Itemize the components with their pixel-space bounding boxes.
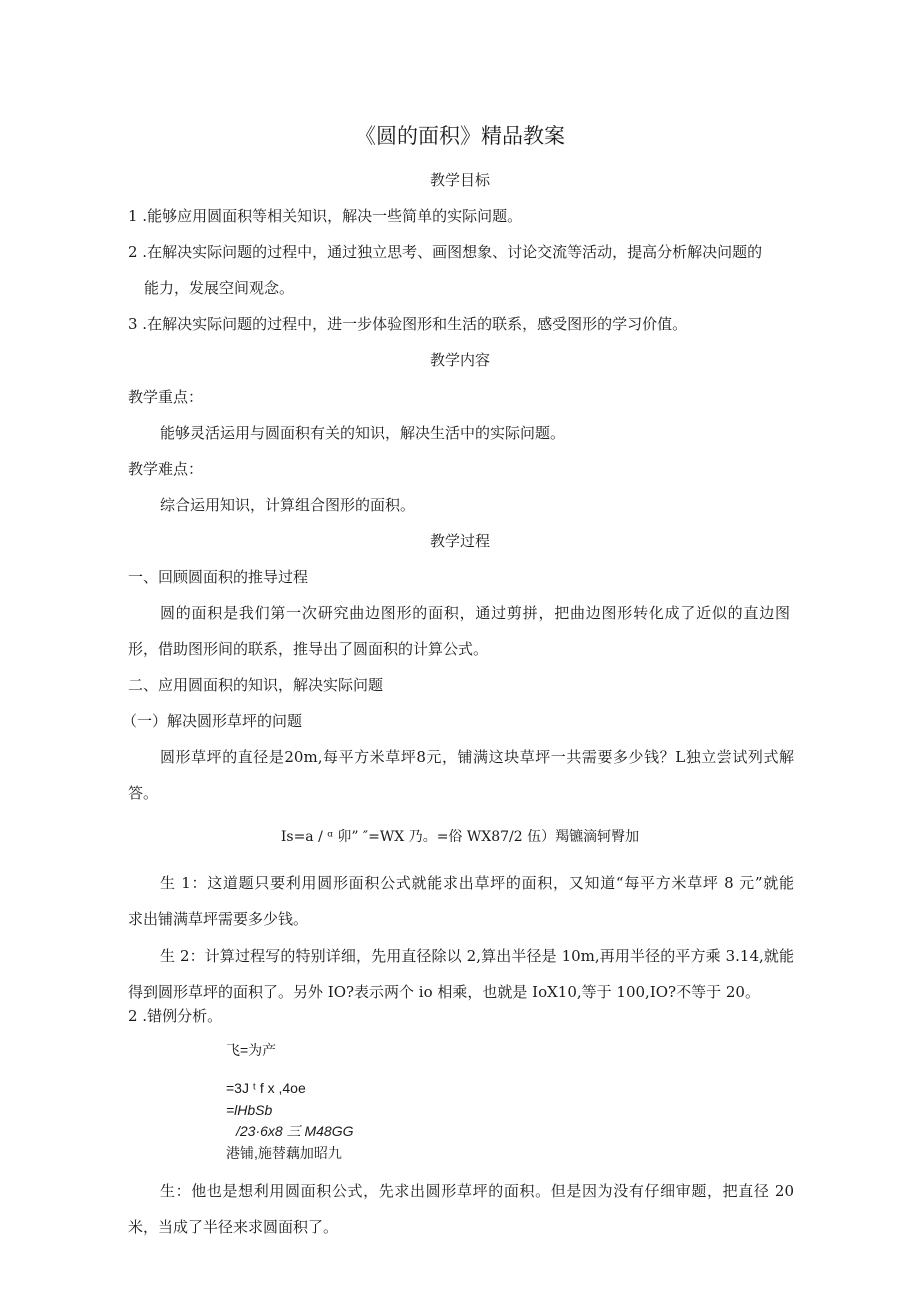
objective-2-cont: 能力，发展空间观念。	[144, 279, 295, 297]
key-point-label: 教学重点：	[128, 388, 204, 406]
difficulty-label: 教学难点：	[128, 460, 204, 478]
document-title: 《圆的面积》精品教案	[355, 124, 565, 148]
sub1-heading: （一）解决圆形草坪的问题	[122, 712, 303, 730]
student1-line-1: 生 1：这道题只要利用圆形面积公式就能求出草坪的面积，又知道“每平方米草坪 8 元”就能	[160, 874, 794, 892]
student3-line-2: 米，当成了半径来求圆面积了。	[128, 1218, 339, 1236]
key-point-text: 能够灵活运用与圆面积有关的知识，解决生活中的实际问题。	[160, 424, 566, 442]
process-heading: 教学过程	[429, 532, 490, 550]
part1-heading: 一、回顾圆面积的推导过程	[128, 568, 309, 586]
objectives-heading: 教学目标	[429, 171, 490, 189]
error-work-line-3: =lHbSb	[226, 1102, 273, 1118]
student3-line-1: 生：他也是想利用圆面积公式，先求出圆形草坪的面积。但是因为没有仔细审题，把直径 20	[160, 1182, 794, 1200]
part2-heading: 二、应用圆面积的知识，解决实际问题	[128, 676, 384, 694]
error-work-line-1: 飞=为产	[226, 1042, 277, 1058]
formula-line: Is=a / ᵅ 卯” ″=WX 乃。=俗 WX87/2 伍）羯镳滴轲臀加	[280, 829, 640, 845]
error-analysis-heading: 2 .错例分析。	[128, 1007, 223, 1025]
objective-1: 1 .能够应用圆面积等相关知识，解决一些简单的实际问题。	[128, 207, 523, 225]
error-work-line-2: =3J ᵗ f x ,4oe	[226, 1080, 306, 1096]
student1-line-2: 求出铺满草坪需要多少钱。	[128, 910, 309, 928]
sub1-paragraph-line-1: 圆形草坪的直径是20m,每平方米草坪8元，铺满这块草坪一共需要多少钱？L独立尝试列式解	[160, 748, 794, 766]
student2-line-2: 得到圆形草坪的面积了。另外 IO?表示两个 io 相乘，也就是 IoX10,等于 100,IO?不等于 20。	[128, 983, 760, 1001]
part1-paragraph-line-1: 圆的面积是我们第一次研究曲边图形的面积，通过剪拼，把曲边图形转化成了近似的直边图	[160, 604, 790, 622]
objective-3: 3 .在解决实际问题的过程中，进一步体验图形和生活的联系，感受图形的学习价值。	[128, 315, 688, 333]
difficulty-text: 综合运用知识，计算组合图形的面积。	[160, 496, 416, 514]
content-heading: 教学内容	[429, 351, 490, 369]
sub1-paragraph-line-2: 答。	[128, 784, 159, 802]
objective-2: 2 .在解决实际问题的过程中，通过独立思考、画图想象、讨论交流等活动，提高分析解决问题的	[128, 243, 763, 261]
error-work-line-5: 港铺,施替藕加昭九	[226, 1145, 342, 1161]
error-work-line-4: /23·6x8 三 M48GG	[236, 1123, 354, 1139]
student2-line-1: 生 2：计算过程写的特别详细，先用直径除以 2,算出半径是 10m,再用半径的平方乘 3.14,就能	[160, 947, 794, 965]
part1-paragraph-line-2: 形，借助图形间的联系，推导出了圆面积的计算公式。	[128, 640, 489, 658]
